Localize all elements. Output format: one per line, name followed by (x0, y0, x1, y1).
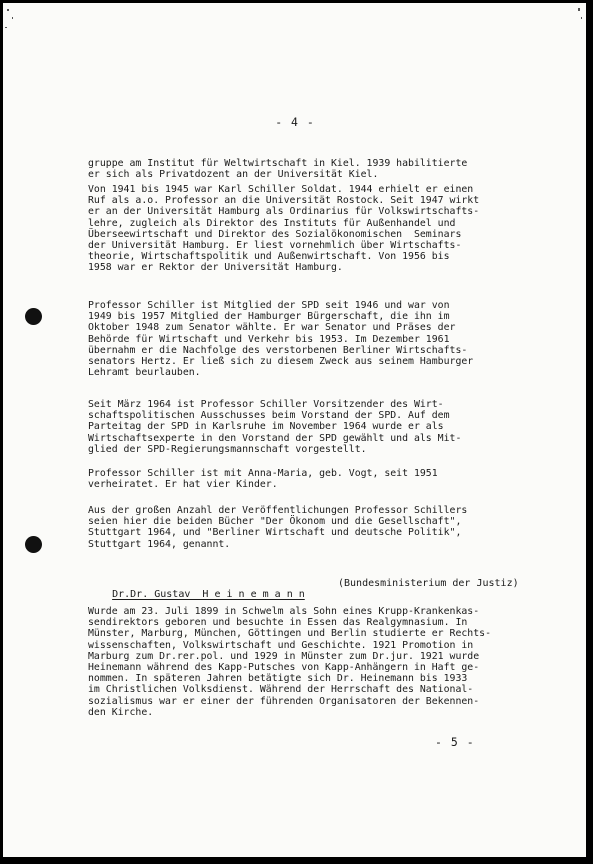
scan-speck (578, 8, 580, 11)
person-name: Dr.Dr. Gustav H e i n e m a n n (112, 589, 305, 600)
paragraph-habilitation: gruppe am Institut für Weltwirtschaft in Kiel. 1939 habilitierte er sich als Privatdozent an der Universität Kiel. (88, 158, 468, 181)
scan-speck (5, 27, 7, 28)
paragraph-heinemann-bio: Wurde am 23. Juli 1899 in Schwelm als Sohn eines Krupp-Krankenkas- sendirektors geboren und besuchte in Essen das Realgymnasium. In Münster, Marburg, München, Göttingen und Berlin studierte er Rechts- wissenschaften, Volkswirtschaft und Geschichte. 1921 Promotion in Marburg zum Dr.rer.pol. und 1929 in Münster zum Dr.jur. 1921 wurde Heinemann während des Kapp-Putsches von Kapp-Anhängern in Haft ge- nommen. In späteren Jahren betätigte sich Dr. Heinemann bis 1933 im Christlichen Volksdienst. Während der Herrschaft des National- sozialismus war er einer der führenden Organisatoren der Bekennen- den Kirche. (88, 606, 491, 718)
document-page (3, 3, 586, 857)
page-number: - 4 - (275, 115, 315, 129)
scan-speck (7, 9, 9, 11)
scan-speck (581, 17, 582, 19)
ministry-label: (Bundesministerium der Justiz) (338, 578, 519, 589)
continuation-page-number: - 5 - (435, 735, 475, 749)
paragraph-party-role: Seit März 1964 ist Professor Schiller Vorsitzender des Wirt- schaftspolitischen Ausschusses beim Vorstand der SPD. Auf dem Parteitag der SPD in Karlsruhe im November 1964 wurde er als Wirtschaftsexperte in den Vorstand der SPD gewählt und als Mit- glied der SPD-Regierungsmannschaft vorgestellt. (88, 399, 462, 455)
paragraph-family: Professor Schiller ist mit Anna-Maria, geb. Vogt, seit 1951 verheiratet. Er hat vier Kinder. (88, 468, 438, 491)
punch-hole (25, 536, 42, 553)
paragraph-publications: Aus der großen Anzahl der Veröffentlichungen Professor Schillers seien hier die beiden Bücher "Der Ökonom und die Gesellschaft", Stuttgart 1964, und "Berliner Wirtschaft und deutsche Politik", Stuttgart 1964, genannt. (88, 505, 468, 550)
punch-hole (25, 308, 42, 325)
paragraph-career: Von 1941 bis 1945 war Karl Schiller Soldat. 1944 erhielt er einen Ruf als a.o. Professor an die Universität Rostock. Seit 1947 wirkt er an der Universität Hamburg als Ordinarius für Volkswirtschafts- lehre, zugleich als Direktor des Instituts für Außenhandel und Überseewirtschaft und Direktor des Sozialökonomischen Seminars der Universität Hamburg. Er liest vornehmlich über Wirtschafts- theorie, Wirtschaftspolitik und Außenwirtschaft. Von 1956 bis 1958 war er Rektor der Universität Hamburg. (88, 184, 480, 274)
paragraph-spd-membership: Professor Schiller ist Mitglied der SPD seit 1946 und war von 1949 bis 1957 Mitglied der Hamburger Bürgerschaft, die ihn im Oktober 1948 zum Senator wählte. Er war Senator und Präses der Behörde für Wirtschaft und Verkehr bis 1953. Im Dezember 1961 übernahm er die Nachfolge des verstorbenen Berliner Wirtschafts- senators Hertz. Er ließ sich zu diesem Zweck aus seinem Hamburger Lehramt beurlauben. (88, 300, 474, 379)
scan-speck (12, 17, 13, 19)
